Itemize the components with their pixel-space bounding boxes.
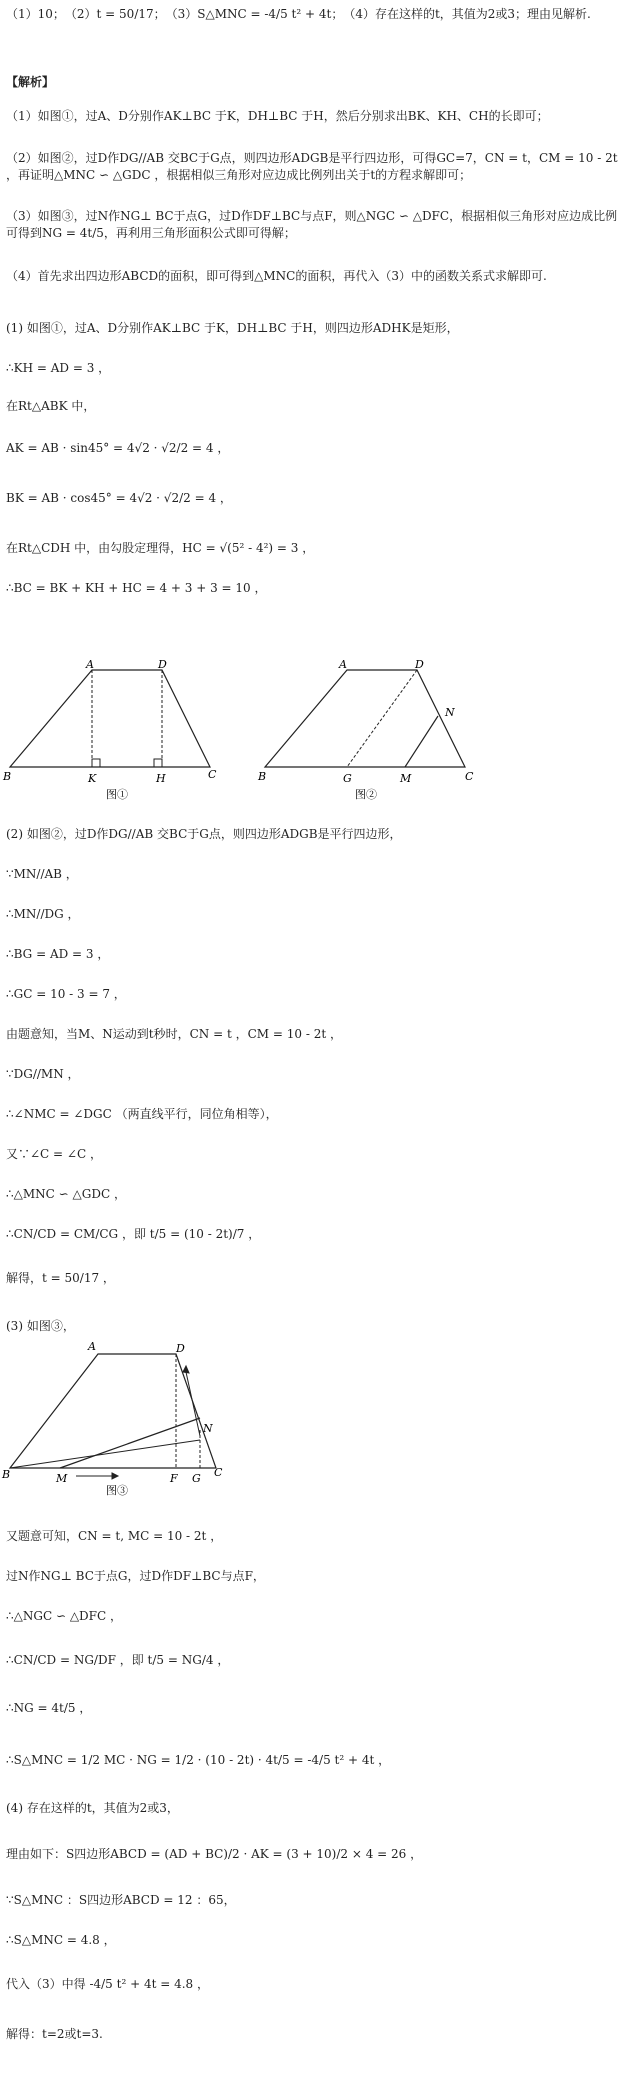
right-angle-k [92,759,100,767]
part1-intro: (1) 如图①，过A、D分别作AK⊥BC 于K，DH⊥BC 于H，则四边形ADHK是矩形， [6,321,459,335]
point-c-label: C [465,770,474,783]
point-f-label: F [170,1472,178,1485]
point-n-label: N [445,706,455,719]
analysis-heading: 【解析】 [6,75,55,89]
part4-step: ∵S△MNC ：S四边形ABCD = 12 ：65， [6,1893,236,1907]
point-b-label: B [3,770,12,783]
segment-bn [10,1440,200,1468]
part4-step: ∴S△MNC = 4.8 ， [6,1933,116,1947]
part1-step: 在Rt△ABK 中， [6,399,96,413]
part4-intro: (4) 存在这样的t，其值为2或3， [6,1801,179,1815]
point-m-label: M [56,1472,68,1485]
analysis-p2: （2）如图②，过D作DG//AB 交BC于G点，则四边形ADGB是平行四边形，可得GC=7，CN = t，CM = 10 - 2t ，再证明△MNC ∽ △GDC ，根据相似三角形对应边成比例列出关于t的方程求解即可； [6,151,618,182]
figure-1-caption: 图① [106,788,128,801]
segment-dg [347,670,417,767]
part2-step: ∵MN//AB ， [6,867,78,881]
analysis-p4: （4）首先求出四边形ABCD的面积，即可得到△MNC的面积，再代入（3）中的函数关系式求解即可. [6,269,547,283]
figure-2 [255,660,485,810]
figure-2-caption: 图② [355,788,377,801]
trapezoid-abcd [10,670,210,767]
part2-intro: (2) 如图②，过D作DG//AB 交BC于G点，则四边形ADGB是平行四边形， [6,827,402,841]
point-g-label: G [343,772,352,785]
point-b-label: B [258,770,267,783]
part3-step: 过N作NG⊥ BC于点G，过D作DF⊥BC与点F， [6,1569,265,1583]
motion-arrow-n-head [183,1366,189,1373]
point-b-label: B [2,1468,11,1481]
point-m-label: M [400,772,412,785]
part1-step: 在Rt△CDH 中，由勾股定理得，HC = √(5² - 4²) = 3 ， [6,541,315,555]
part1-step: ∴KH = AD = 3 ， [6,361,111,375]
point-c-label: C [208,768,217,781]
part2-step: 解得，t = 50/17 ， [6,1271,115,1285]
part1-step: ∴BC = BK + KH + HC = 4 + 3 + 3 = 10 ， [6,581,267,595]
part3-step: ∴CN/CD = NG/DF ，即 t/5 = NG/4 ， [6,1653,230,1667]
part2-step: ∴MN//DG ， [6,907,80,921]
part3-step: ∴S△MNC = 1/2 MC · NG = 1/2 · (10 - 2t) · 4t/5 = -4/5 t² + 4t ， [6,1753,391,1767]
part2-step: ∴BG = AD = 3 ， [6,947,110,961]
part2-step: ∵DG//MN ， [6,1067,80,1081]
analysis-p1: （1）如图①，过A、D分别作AK⊥BC 于K，DH⊥BC 于H，然后分别求出BK、KH、CH的长即可； [6,109,549,123]
part3-intro: (3) 如图③， [6,1319,75,1333]
part2-step: ∴CN/CD = CM/CG ，即 t/5 = (10 - 2t)/7 ， [6,1227,261,1241]
motion-arrow-n [186,1372,200,1436]
part2-step: 又∵∠C = ∠C ， [6,1147,102,1161]
part4-step: 理由如下：S四边形ABCD = (AD + BC)/2 · AK = (3 + 10)/2 × 4 = 26 ， [6,1847,423,1861]
point-a-label: A [339,660,347,671]
part3-step: ∴△NGC ∽ △DFC ， [6,1609,122,1623]
point-d-label: D [176,1342,185,1355]
segment-mn [405,716,438,767]
point-g-label: G [192,1472,201,1485]
point-n-label: N [203,1422,213,1435]
point-c-label: C [214,1466,223,1479]
part4-step: 代入（3）中得 -4/5 t² + 4t = 4.8 ， [6,1977,209,1991]
analysis-p3: （3）如图③，过N作NG⊥ BC于点G，过D作DF⊥BC与点F，则△NGC ∽ △DFC，根据相似三角形对应边成比例可得到NG = 4t/5，再利用三角形面积公式即可得解； [6,209,618,240]
part2-step: ∴△MNC ∽ △GDC ， [6,1187,126,1201]
figure-1 [0,660,230,810]
part1-step: BK = AB · cos45° = 4√2 · √2/2 = 4 ， [6,491,232,505]
part4-step: 解得：t=2或t=3. [6,2027,103,2041]
right-angle-h [154,759,162,767]
point-a-label: A [88,1340,96,1353]
point-d-label: D [415,660,424,671]
trapezoid-abcd [265,670,465,767]
part2-step: 由题意知，当M、N运动到t秒时，CN = t ，CM = 10 - 2t ， [6,1027,342,1041]
point-k-label: K [88,772,97,785]
motion-arrow-m-head [112,1473,118,1479]
part2-step: ∴∠NMC = ∠DGC （两直线平行，同位角相等）， [6,1107,278,1121]
figure-3 [0,1340,230,1500]
part2-step: ∴GC = 10 - 3 = 7 ， [6,987,126,1001]
part3-step: ∴NG = 4t/5 ， [6,1701,92,1715]
point-a-label: A [86,660,94,671]
part3-step: 又题意可知，CN = t, MC = 10 - 2t ， [6,1529,223,1543]
figure-3-caption: 图③ [106,1484,128,1497]
point-h-label: H [156,772,166,785]
part1-step: AK = AB · sin45° = 4√2 · √2/2 = 4 ， [6,441,230,455]
answer-summary: （1）10； （2）t = 50/17； （3）S△MNC = -4/5 t² + 4t； （4）存在这样的t，其值为2或3；理由见解析. [6,7,591,21]
point-d-label: D [158,660,167,671]
